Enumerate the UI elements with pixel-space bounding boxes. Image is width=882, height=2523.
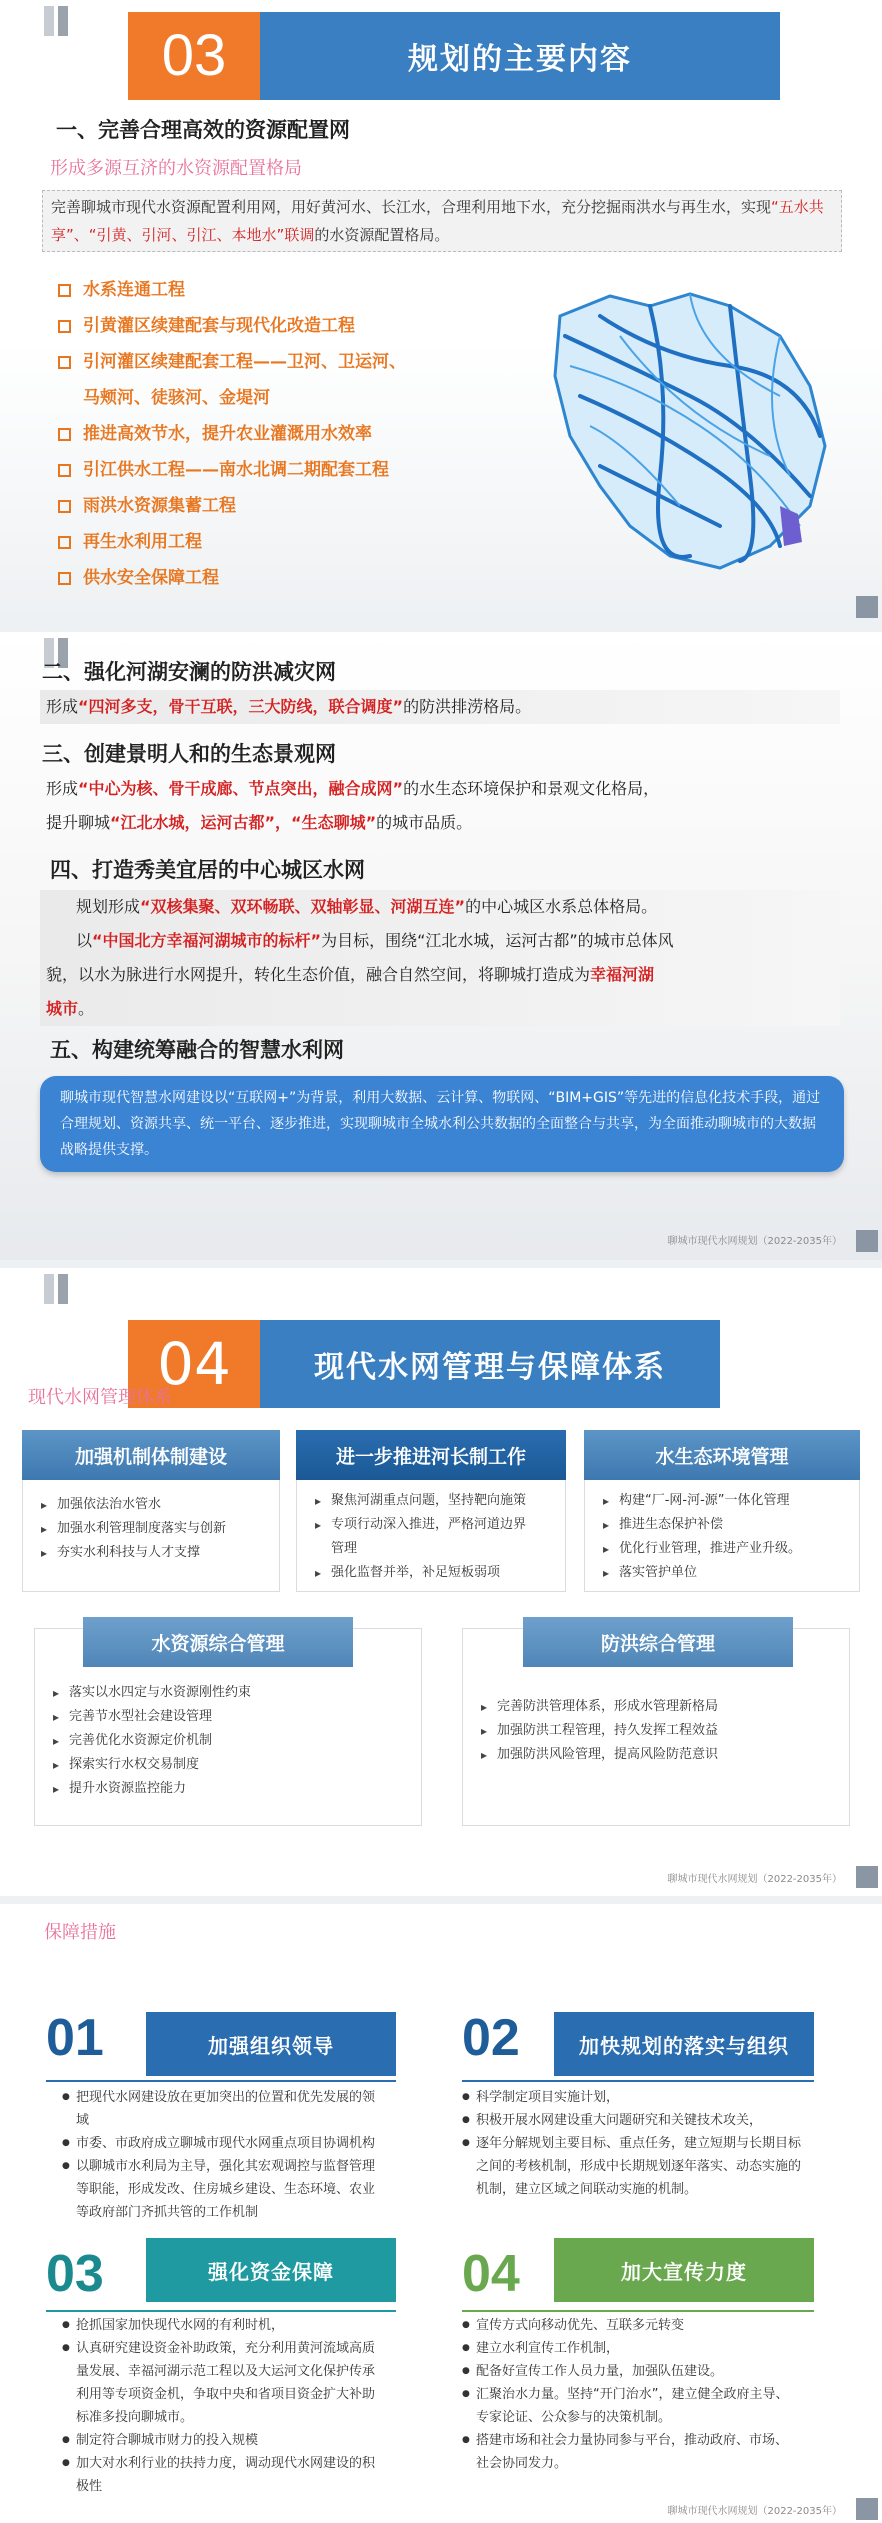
group-list bbox=[462, 2086, 872, 2201]
box-mechanism bbox=[22, 1430, 280, 1592]
intro-paragraph: 完善聊城市现代水资源配置利用网，用好黄河水、长江水，合理利用地下水，充分挖掘雨洪水与再生水，实现“五水共享”、“引黄、引河、引江、本地水”联调的水资源配置格局。 bbox=[42, 190, 842, 252]
checkbox-icon bbox=[58, 572, 71, 585]
list-item: ● 宣传方式向移动优先、互联多元转变 bbox=[462, 2314, 872, 2337]
list-item: ▸ 完善节水型社会建设管理 bbox=[53, 1705, 409, 1729]
section-number: 03 bbox=[128, 12, 260, 100]
list-item: 极性 bbox=[76, 2479, 103, 2494]
list-item: ● 建立水利宣传工作机制， bbox=[462, 2337, 872, 2360]
list-item: ● 把现代水网建设放在更加突出的位置和优先发展的领 bbox=[62, 2086, 442, 2109]
list-item: 供水安全保障工程 bbox=[58, 560, 478, 596]
subheading-management: 现代水网管理体系 bbox=[28, 1387, 172, 1408]
list-item: 等政府部门齐抓共管的工作机制 bbox=[76, 2205, 259, 2220]
list-item: ▸ 提升水资源监控能力 bbox=[53, 1777, 409, 1801]
group-number: 01 bbox=[46, 2009, 104, 2067]
group-number: 03 bbox=[46, 2245, 104, 2303]
list-item: ● 市委、市政府成立聊城市现代水网重点项目协调机构 bbox=[62, 2132, 442, 2155]
checkbox-icon bbox=[58, 284, 71, 297]
water-network-map bbox=[540, 276, 840, 576]
list-item: ▸ 落实管护单位 bbox=[603, 1561, 847, 1585]
list-item: 利用等专项资金机，争取中央和省项目资金扩大补助 bbox=[76, 2387, 376, 2402]
group-number: 04 bbox=[462, 2245, 520, 2303]
list-item: 量发展、幸福河湖示范工程以及大运河文化保护传承 bbox=[76, 2364, 376, 2379]
list-item: ▸ 专项行动深入推进，严格河道边界 bbox=[315, 1513, 553, 1537]
checkbox-icon bbox=[58, 428, 71, 441]
checkbox-icon bbox=[58, 356, 71, 369]
smart-water-box: 聊城市现代智慧水网建设以“互联网+”为背景，利用大数据、云计算、物联网、“BIM+GIS”等先进的信息化技术手段，通过合理规划、资源共享、统一平台、逐步推进，实现聊城市全城水利公共数据的全面整合与共享，为全面推动聊城市的大数据战略提供支撑。 bbox=[40, 1076, 844, 1172]
footer-text: 聊城市现代水网规划（2022-2035年） bbox=[667, 1236, 842, 1247]
list-item: 水系连通工程 bbox=[58, 272, 478, 308]
paragraph-flood: 形成“四河多支，骨干互联，三大防线，联合调度”的防洪排涝格局。 bbox=[40, 690, 840, 724]
list-item: ● 配备好宣传工作人员力量，加强队伍建设。 bbox=[462, 2360, 872, 2383]
slide-safeguards bbox=[0, 1904, 882, 2523]
list-item: ▸ 聚焦河湖重点问题，坚持靶向施策 bbox=[315, 1489, 553, 1513]
list-item: ● 制定符合聊城市财力的投入规模 bbox=[62, 2429, 442, 2452]
section-number: 04 bbox=[128, 1320, 260, 1408]
box-river-chief bbox=[296, 1430, 566, 1592]
list-item: 引江供水工程——南水北调二期配套工程 bbox=[58, 452, 478, 488]
checkbox-icon bbox=[58, 320, 71, 333]
group-list bbox=[462, 2314, 872, 2475]
group-title: 加快规划的落实与组织 bbox=[554, 2012, 814, 2076]
list-item: ▸ 加强防洪风险管理，提高风险防范意识 bbox=[481, 1743, 837, 1767]
list-item: ● 认真研究建设资金补助政策，充分利用黄河流域高质 bbox=[62, 2337, 442, 2360]
paragraph-urban-3: 貌，以水为脉进行水网提升，转化生态价值，融合自然空间，将聊城打造成为幸福河湖 bbox=[40, 958, 840, 992]
paragraph-urban-2: 以“中国北方幸福河湖城市的标杆”为目标，围绕“江北水城，运河古都”的城市总体风 bbox=[40, 924, 840, 958]
group-number: 02 bbox=[462, 2009, 520, 2067]
divider bbox=[46, 2080, 396, 2082]
footer-text: 聊城市现代水网规划（2022-2035年） bbox=[667, 1874, 842, 1885]
list-item: ▸ 优化行业管理，推进产业升级。 bbox=[603, 1537, 847, 1561]
list-item: 雨洪水资源集蓄工程 bbox=[58, 488, 478, 524]
box-title: 防洪综合管理 bbox=[523, 1617, 793, 1667]
project-list bbox=[58, 272, 478, 596]
box-title: 水资源综合管理 bbox=[83, 1617, 353, 1667]
section-title: 现代水网管理与保障体系 bbox=[260, 1320, 720, 1408]
list-item: 之间的考核机制，形成中长期规划逐年落实、动态实施的 bbox=[476, 2159, 802, 2174]
paragraph-ecology-1: 形成“中心为核、骨干成廊、节点突出，融合成网”的水生态环境保护和景观文化格局， bbox=[46, 779, 660, 798]
decoration bbox=[58, 1274, 68, 1304]
list-item: ▸ 推进生态保护补偿 bbox=[603, 1513, 847, 1537]
subheading-water-allocation: 形成多源互济的水资源配置格局 bbox=[50, 158, 302, 179]
list-item: 域 bbox=[76, 2113, 90, 2128]
list-item: 等职能，形成发改、住房城乡建设、生态环境、农业 bbox=[76, 2182, 376, 2197]
heading-smart-network: 五、构建统筹融合的智慧水利网 bbox=[50, 1038, 344, 1062]
slide-management bbox=[0, 1268, 882, 1896]
checkbox-icon bbox=[58, 536, 71, 549]
list-item: 马颊河、徒骇河、金堤河 bbox=[83, 388, 270, 408]
heading-ecology-network: 三、创建景明人和的生态景观网 bbox=[42, 742, 336, 766]
divider bbox=[46, 2310, 396, 2312]
list-item: ▸ 加强依法治水管水 bbox=[41, 1493, 267, 1517]
list-item: ● 积极开展水网建设重大问题研究和关键技术攻关， bbox=[462, 2109, 872, 2132]
list-item: ▸ 加强水利管理制度落实与创新 bbox=[41, 1517, 267, 1541]
divider bbox=[462, 2080, 814, 2082]
heading-flood-network: 二、强化河湖安澜的防洪减灾网 bbox=[42, 660, 336, 684]
list-item: ● 加大对水利行业的扶持力度，调动现代水网建设的积 bbox=[62, 2452, 442, 2475]
list-item: 机制，建立区域之间联动实施的机制。 bbox=[476, 2182, 698, 2197]
paragraph-ecology-2: 提升聊城“江北水城，运河古都”，“生态聊城”的城市品质。 bbox=[46, 813, 473, 832]
list-item: ● 搭建市场和社会力量协同参与平台，推动政府、市场、 bbox=[462, 2429, 872, 2452]
divider bbox=[462, 2310, 814, 2312]
list-item: 引黄灌区续建配套与现代化改造工程 bbox=[58, 308, 478, 344]
list-item: ● 科学制定项目实施计划， bbox=[462, 2086, 872, 2109]
box-title: 水生态环境管理 bbox=[584, 1430, 860, 1480]
list-item: 引河灌区续建配套工程——卫河、卫运河、 bbox=[58, 344, 478, 380]
page-marker bbox=[856, 2498, 878, 2520]
decoration bbox=[44, 6, 54, 36]
checkbox-icon bbox=[58, 500, 71, 513]
heading-resource-network: 一、完善合理高效的资源配置网 bbox=[56, 118, 350, 142]
list-item: ● 汇聚治水力量。坚持“开门治水”，建立健全政府主导、 bbox=[462, 2383, 872, 2406]
box-eco-management bbox=[584, 1430, 860, 1592]
section-title: 规划的主要内容 bbox=[260, 12, 780, 100]
slide-networks bbox=[0, 632, 882, 1260]
group-list bbox=[62, 2086, 442, 2224]
decoration bbox=[58, 6, 68, 36]
list-item: ● 抢抓国家加快现代水网的有利时机， bbox=[62, 2314, 442, 2337]
box-title: 进一步推进河长制工作 bbox=[296, 1430, 566, 1480]
list-item: 管理 bbox=[331, 1541, 358, 1556]
group-title: 强化资金保障 bbox=[146, 2238, 396, 2302]
list-item: ▸ 加强防洪工程管理，持久发挥工程效益 bbox=[481, 1719, 837, 1743]
group-title: 加强组织领导 bbox=[146, 2012, 396, 2076]
list-item: ▸ 夯实水利科技与人才支撑 bbox=[41, 1541, 267, 1565]
box-flood-management bbox=[462, 1628, 850, 1826]
paragraph-urban-4: 城市。 bbox=[40, 992, 840, 1026]
group-title: 加大宣传力度 bbox=[554, 2238, 814, 2302]
decoration bbox=[44, 1274, 54, 1304]
slide-main-content bbox=[0, 0, 882, 622]
subheading-safeguards: 保障措施 bbox=[44, 1922, 116, 1943]
list-item: ▸ 完善防洪管理体系，形成水管理新格局 bbox=[481, 1695, 837, 1719]
page-marker bbox=[856, 1230, 878, 1252]
list-item: ▸ 落实以水四定与水资源刚性约束 bbox=[53, 1681, 409, 1705]
list-item: ▸ 探索实行水权交易制度 bbox=[53, 1753, 409, 1777]
footer-text: 聊城市现代水网规划（2022-2035年） bbox=[667, 2506, 842, 2517]
list-item: 再生水利用工程 bbox=[58, 524, 478, 560]
paragraph-urban-1: 规划形成“双核集聚、双环畅联、双轴彰显、河湖互连”的中心城区水系总体格局。 bbox=[40, 890, 840, 924]
list-item: 专家论证、公众参与的决策机制。 bbox=[476, 2410, 672, 2425]
box-water-resources bbox=[34, 1628, 422, 1826]
page-marker bbox=[856, 596, 878, 618]
list-item: ▸ 构建“厂-网-河-源”一体化管理 bbox=[603, 1489, 847, 1513]
list-item: ▸ 完善优化水资源定价机制 bbox=[53, 1729, 409, 1753]
list-item: 标准多投向聊城市。 bbox=[76, 2410, 194, 2425]
page-marker bbox=[856, 1866, 878, 1888]
list-item: 社会协同发力。 bbox=[476, 2456, 568, 2471]
list-item: ▸ 强化监督并举，补足短板弱项 bbox=[315, 1561, 553, 1585]
checkbox-icon bbox=[58, 464, 71, 477]
list-item: ● 以聊城市水利局为主导，强化其宏观调控与监督管理 bbox=[62, 2155, 442, 2178]
group-list bbox=[62, 2314, 442, 2498]
list-item: ● 逐年分解规划主要目标、重点任务，建立短期与长期目标 bbox=[462, 2132, 872, 2155]
box-title: 加强机制体制建设 bbox=[22, 1430, 280, 1480]
list-item: 推进高效节水，提升农业灌溉用水效率 bbox=[58, 416, 478, 452]
heading-urban-network: 四、打造秀美宜居的中心城区水网 bbox=[50, 858, 365, 882]
